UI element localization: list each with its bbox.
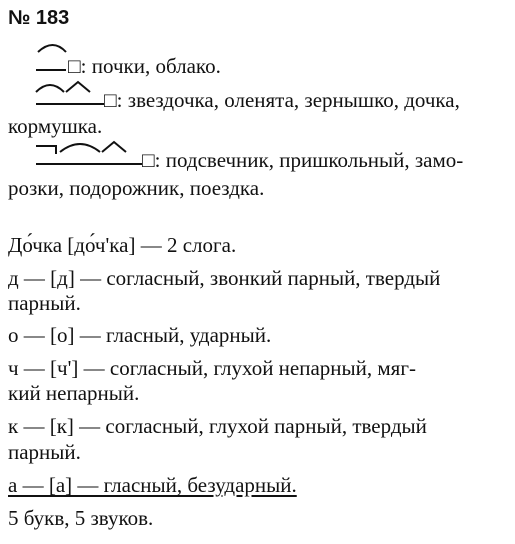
morpheme-schema-icon [8,134,148,174]
word-schema-3 [8,134,513,174]
text-line: парный. [8,291,81,315]
text-line: розки, подорожник, поездка. [8,176,265,200]
text-line: кормушка. [8,114,103,138]
exercise-number: № 183 [8,7,70,29]
syllable-line: До́чка [до́ч'ка] — 2 слога. [8,233,237,257]
schema-1-text: □: почки, облако. [68,54,221,78]
sound-analysis-line: о — [о] — гласный, ударный. [8,323,272,347]
sound-analysis-line: д — [д] — согласный, звонкий парный, твердый [8,266,441,290]
sound-analysis-line: ч — [ч'] — согласный, глухой непарный, мяг- [8,356,416,380]
schema-3-text: □: подсвечник, пришкольный, замо- [142,148,464,172]
sound-analysis-line: к — [к] — согласный, глухой парный, твердый [8,414,427,438]
word-schema-2 [8,74,513,114]
summary-line: 5 букв, 5 звуков. [8,506,154,530]
sound-analysis-line: а — [а] — гласный, безударный. [8,473,297,497]
text-line: парный. [8,440,81,464]
schema-2-text: □: звездочка, оленята, зернышко, дочка, [104,88,460,112]
morpheme-schema-icon [8,74,108,114]
text-line: кий непарный. [8,381,140,405]
